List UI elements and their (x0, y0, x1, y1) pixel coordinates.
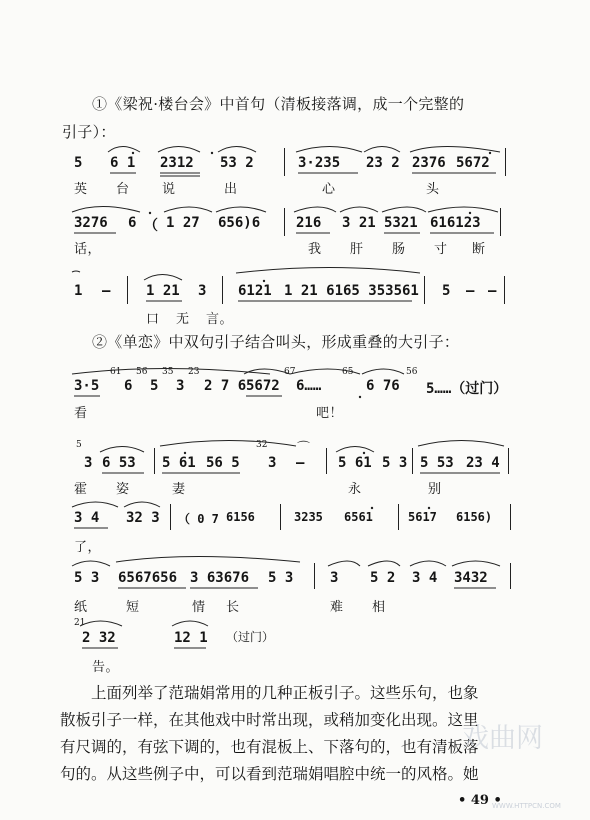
note-group: 5 61 (162, 455, 196, 471)
lyric: 霍 (74, 482, 88, 497)
note-group: 6156) (456, 510, 493, 524)
note-group: 5 (442, 283, 451, 299)
bar-line (500, 208, 501, 236)
slur-mark (294, 207, 336, 212)
lyric: 姿 (116, 482, 130, 497)
note-group: 2 7 6 (204, 378, 247, 394)
note-group: 3 (176, 378, 185, 394)
note-group: 216 (296, 215, 322, 231)
interlude-marker: （过门） (226, 630, 275, 644)
note-group: 23 2 (366, 155, 400, 171)
note-group: 6 (128, 215, 137, 231)
note-group: 5 3 (74, 570, 100, 586)
bar-line (284, 148, 285, 176)
note-group: 3 21 (342, 215, 376, 231)
example2-heading: ②《单恋》中双句引子结合叫头，形成重叠的大引子： (92, 333, 460, 351)
lyric: 话， (74, 242, 102, 257)
slur-mark (364, 147, 400, 153)
lyric: 纸 (74, 600, 88, 615)
slur-mark (410, 561, 446, 566)
bar-line (170, 504, 171, 530)
note-group: 3 (84, 455, 93, 471)
lyric: 说 (162, 182, 176, 197)
lyric: 言。 (206, 312, 234, 327)
paragraph-line: 有尺调的，有弦下调的，也有混板上、下落句的，也有清板落 (60, 738, 479, 756)
note-group: 5 53 (420, 455, 454, 471)
slur-mark (164, 207, 212, 212)
slur-mark (100, 447, 144, 453)
octave-dot (184, 452, 186, 454)
note-group: 5321 (384, 215, 418, 231)
lyric: 台 (116, 182, 130, 197)
note-group: 3 (330, 570, 339, 586)
bar-line (424, 276, 425, 304)
note-group: – (466, 283, 475, 299)
bar-line (154, 448, 155, 474)
slur-mark (236, 268, 420, 274)
note-group: 5 3 (382, 455, 408, 471)
note-group: 3276 (74, 215, 108, 231)
paragraph-line: 散板引子一样，在其他戏中时常出现，或稍加变化出现。这里 (60, 711, 479, 729)
note-group: 5617 (408, 510, 437, 524)
note-group: – (296, 455, 305, 471)
lyric: 了， (74, 540, 102, 555)
note-group: 5 (74, 155, 83, 171)
note-group: 2312 (160, 155, 194, 171)
note-group: 1 21 (146, 283, 180, 299)
bar-line (127, 276, 128, 304)
slur-mark (108, 147, 140, 153)
lyric: 断 (472, 242, 486, 257)
lyric: 告。 (92, 660, 120, 675)
lyric: 出 (224, 182, 238, 197)
grace-note: 56 (406, 367, 418, 377)
slur-mark (362, 369, 404, 374)
lyric: 口 (146, 312, 160, 327)
octave-dot (489, 152, 491, 154)
lyric: 妻 (172, 482, 186, 497)
slur-mark (382, 207, 426, 212)
note-group: 2 32 (82, 630, 116, 646)
note-group: 3·5 (74, 378, 100, 394)
lyric: 吧！ (316, 406, 344, 421)
bar-line (510, 504, 511, 530)
bar-line (326, 448, 327, 474)
slur-mark (328, 561, 360, 566)
slur-mark (418, 441, 504, 447)
slur-mark (428, 207, 498, 212)
slur-mark (216, 207, 266, 212)
lyric: 情 (192, 600, 206, 615)
note-group: 6 (124, 378, 133, 394)
grace-note: 21 (74, 618, 86, 628)
bar-line (504, 276, 505, 304)
page-number: • 49 • (458, 793, 502, 808)
lyric: 别 (428, 482, 442, 497)
octave-dot (211, 152, 213, 154)
note-group: 1 21 6165 353561 (284, 283, 419, 299)
slur-mark (72, 271, 80, 272)
note-group: 5 2 (370, 570, 396, 586)
note-group: 6 1 (110, 155, 136, 171)
note-group: 5 3 (268, 570, 294, 586)
note-group: 3 63676 (190, 570, 250, 586)
note-group: 32 3 (126, 510, 160, 526)
octave-dot (428, 507, 430, 509)
watermark-url: WWW.HTTPCN.COM (492, 802, 561, 810)
note-group: 53 2 (220, 155, 254, 171)
note-group: – (102, 283, 111, 299)
note-group: 6156 (226, 510, 255, 524)
octave-dot (363, 452, 365, 454)
slur-mark (144, 275, 182, 281)
note-group: 3432 (454, 570, 488, 586)
grace-note: 61 (110, 367, 122, 377)
note-group: 3 4 (74, 510, 100, 526)
octave-dot (132, 152, 134, 154)
slur-mark (172, 621, 208, 626)
note-group: 5……（过门） (426, 381, 508, 397)
octave-dot (359, 396, 361, 398)
note-group: 3 (268, 455, 277, 471)
octave-dot (149, 212, 151, 214)
lyric: 看 (74, 406, 88, 421)
grace-note: 32 (256, 440, 268, 450)
note-group: 2376 (412, 155, 446, 171)
slur-mark (124, 502, 160, 507)
note-group: 6121 (238, 283, 272, 299)
note-group: （ 0 7 (178, 512, 219, 526)
lyric: 难 (330, 600, 344, 615)
bar-line (222, 276, 223, 304)
lyric: 肝 (350, 242, 364, 257)
grace-note: 23 (188, 367, 200, 377)
note-group: 1 27 (166, 215, 200, 231)
note-group: 23 4 (466, 455, 500, 471)
note-group: 6567656 (118, 570, 178, 586)
slur-mark (340, 207, 378, 212)
lyric: 无 (176, 312, 190, 327)
note-group: 6…… (296, 378, 322, 394)
bar-line (284, 208, 285, 236)
bar-line (510, 563, 511, 589)
note-group: 3·235 (298, 155, 341, 171)
bar-line (280, 504, 281, 530)
paragraph-line: 上面列举了范瑞娟常用的几种正板引子。这些乐句，也象 (91, 684, 479, 702)
bar-line (508, 448, 509, 474)
note-group: 616123 (430, 215, 481, 231)
slur-mark (116, 557, 300, 563)
note-group: 12 1 (174, 630, 208, 646)
body-paragraph (60, 680, 522, 788)
grace-note: 56 (136, 367, 148, 377)
note-group: 6 53 (102, 455, 136, 471)
grace-note: 67 (284, 367, 296, 377)
slur-mark (160, 441, 296, 447)
watermark-logo (462, 716, 543, 755)
slur-mark (218, 147, 256, 153)
example1-heading-line1: ①《梁祝·楼台会》中首句（清板接落调，成一个完整的 (92, 95, 465, 113)
fermata-icon: ⌒ (297, 441, 311, 456)
note-group: （ (144, 218, 158, 234)
note-group: 1 (74, 283, 83, 299)
lyric: 长 (226, 600, 240, 615)
bar-line (398, 504, 399, 530)
note-group: 3235 (294, 510, 323, 524)
lyric: 短 (126, 600, 140, 615)
lyric: 心 (322, 182, 336, 197)
lyric: 永 (348, 482, 362, 497)
lyric: 相 (372, 600, 386, 615)
bar-line (314, 563, 315, 589)
note-group: 5672 (246, 378, 280, 394)
note-group: 3 (198, 283, 207, 299)
note-group: 656)6 (218, 215, 261, 231)
bar-line (505, 148, 506, 176)
slur-mark (72, 502, 118, 507)
bar-line (412, 448, 413, 474)
note-group: 5672 (456, 155, 490, 171)
lyric: 头 (426, 182, 440, 197)
note-group: 5 (150, 378, 159, 394)
note-group: – (488, 283, 497, 299)
octave-dot (469, 212, 471, 214)
lyric: 我 (308, 242, 322, 257)
slur-mark (368, 561, 400, 566)
octave-dot (263, 280, 265, 282)
note-group: 3 4 (412, 570, 438, 586)
paragraph-line: 句的。从这些例子中，可以看到范瑞娟唱腔中统一的风格。她 (60, 765, 479, 783)
slur-mark (296, 147, 362, 153)
note-group: 6 76 (366, 378, 400, 394)
lyric: 寸 (434, 242, 448, 257)
grace-note: 5 (76, 440, 82, 450)
grace-note: 35 (162, 367, 174, 377)
slur-mark (80, 621, 122, 626)
slur-mark (158, 147, 200, 153)
slur-mark (72, 561, 110, 566)
note-group: 56 5 (206, 455, 240, 471)
example1-heading-line2: 引子）： (62, 123, 116, 141)
grace-note: 65 (342, 367, 354, 377)
slur-mark (410, 147, 500, 153)
octave-dot (371, 507, 373, 509)
note-group: 6561 (344, 510, 373, 524)
slur-mark (452, 561, 500, 566)
lyric: 肠 (392, 242, 406, 257)
lyric: 英 (74, 182, 88, 197)
slur-mark (72, 207, 140, 213)
note-group: 5 61 (338, 455, 372, 471)
slur-mark (336, 447, 374, 453)
watermark-text: 戏曲网 (462, 723, 543, 754)
